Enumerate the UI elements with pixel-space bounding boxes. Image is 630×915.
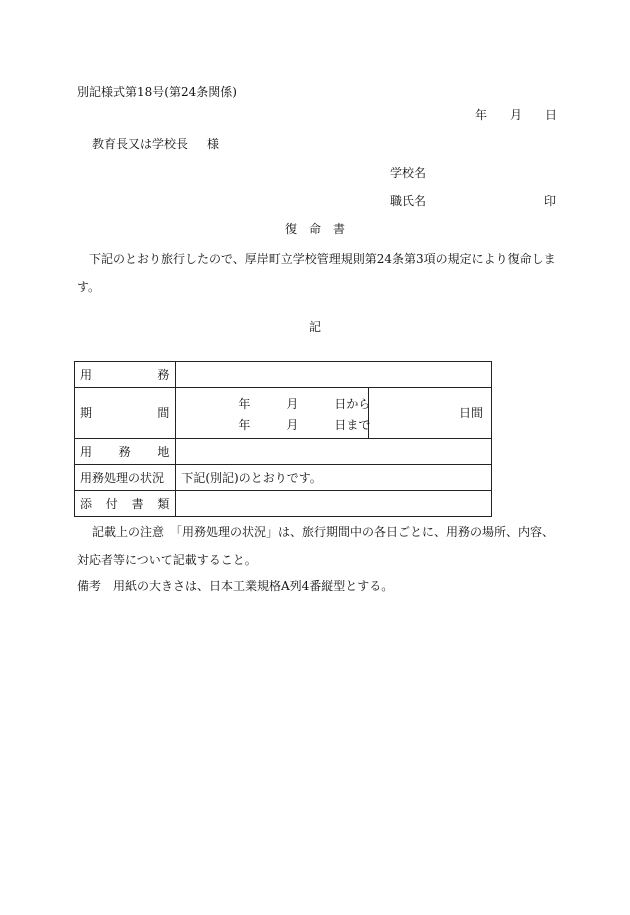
period-days: 日間 <box>368 388 491 439</box>
addressee-honorific: 様 <box>207 137 220 151</box>
body-text: 下記のとおり旅行したので、厚岸町立学校管理規則第24条第3項の規定により復命します。 <box>77 252 556 294</box>
date-day-label: 日 <box>545 108 558 122</box>
label-part: 付 <box>105 496 118 511</box>
label-part: 間 <box>157 406 170 420</box>
seal-mark: 印 <box>544 194 557 208</box>
period-year-1: 年 <box>238 397 251 411</box>
note-line-1: 記載上の注意 「用務処理の状況」は、旅行期間中の各日ごとに、用務の場所、内容、 <box>92 525 555 539</box>
label-part: 務 <box>118 444 131 459</box>
row-label-business <box>75 362 176 388</box>
period-from: 日から <box>334 397 371 411</box>
row-label-status: 用務処理の状況 <box>75 465 176 491</box>
row-label-attachments <box>75 491 176 517</box>
period-year-2: 年 <box>238 418 251 432</box>
table-row <box>75 465 492 491</box>
period-month-2: 月 <box>286 418 299 432</box>
ki-heading: 記 <box>308 320 321 334</box>
business-value <box>176 362 492 388</box>
table-row <box>75 439 492 465</box>
row-label-period <box>75 388 176 439</box>
table-row <box>75 491 492 517</box>
date-month-label: 月 <box>510 108 523 122</box>
addressee: 教育長又は学校長 <box>92 137 189 151</box>
period-month-1: 月 <box>286 397 299 411</box>
report-table <box>74 361 492 517</box>
period-to: 日まで <box>334 418 371 432</box>
period-dates <box>176 388 369 439</box>
position-name-label: 職氏名 <box>390 194 427 208</box>
remark: 備考 用紙の大きさは、日本工業規格A列4番縦型とする。 <box>77 579 394 593</box>
label-part: 用 <box>80 367 93 382</box>
label-part: 地 <box>157 444 170 459</box>
table-row <box>75 362 492 388</box>
date-year-label: 年 <box>475 108 488 122</box>
label-part: 類 <box>157 496 170 511</box>
status-value: 下記(別記)のとおりです。 <box>176 465 492 491</box>
note-line-2: 対応者等について記載すること。 <box>77 553 257 567</box>
location-value <box>176 439 492 465</box>
school-name-label: 学校名 <box>390 166 427 180</box>
form-number: 別記様式第18号(第24条関係) <box>77 85 237 99</box>
attachments-value <box>176 491 492 517</box>
table-row <box>75 388 492 439</box>
label-part: 用 <box>80 444 93 459</box>
label-part: 期 <box>80 406 93 420</box>
document-title: 復 命 書 <box>284 222 345 236</box>
label-part: 務 <box>157 367 170 382</box>
label-part: 添 <box>80 496 93 511</box>
row-label-location <box>75 439 176 465</box>
label-part: 書 <box>131 496 144 511</box>
